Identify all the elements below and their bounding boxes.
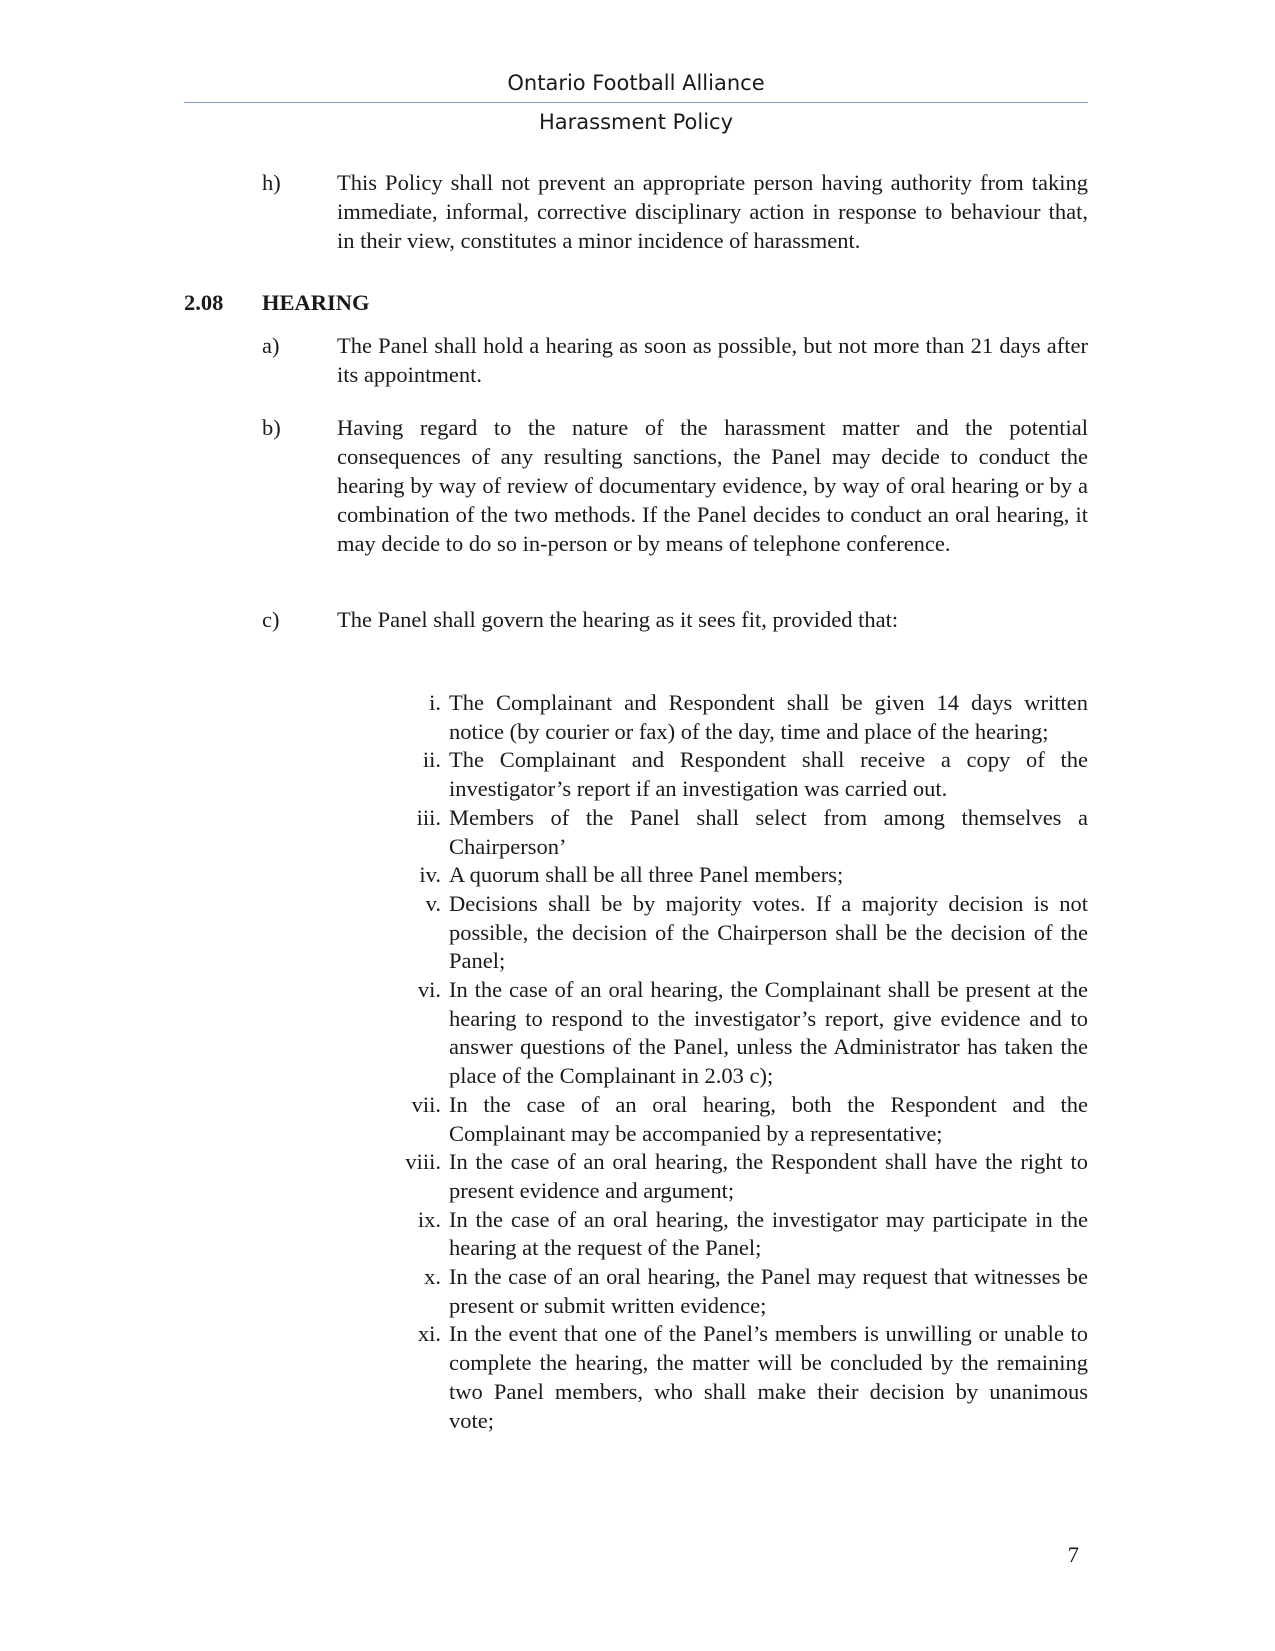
list-text: In the case of an oral hearing, the Complainant shall be present at the hearing to respond to the investigator’s report, give evidence and to answer questions of the Panel, unless the Administrator has taken the place of the Complainant in 2.03 c);	[449, 977, 1088, 1089]
list-item	[370, 1148, 1088, 1205]
list-item	[370, 861, 1088, 890]
list-item	[370, 1320, 1088, 1435]
list-text: In the case of an oral hearing, both the Respondent and the Complainant may be accompanied by a representative;	[449, 1091, 1088, 1146]
clause-b	[262, 413, 1088, 558]
header-document-title: Harassment Policy	[538, 110, 734, 134]
list-numeral: ii.	[422, 747, 441, 773]
clause-label: a)	[262, 333, 280, 358]
list-text: In the case of an oral hearing, the Respondent shall have the right to present evidence and argument;	[449, 1149, 1088, 1203]
list-numeral: vii.	[411, 1091, 441, 1117]
header-divider	[184, 102, 1088, 103]
list-numeral: viii.	[405, 1149, 441, 1175]
list-numeral: i.	[429, 690, 441, 715]
list-numeral: iii.	[416, 804, 441, 830]
clause-a	[262, 331, 1088, 389]
clause-text: This Policy shall not prevent an appropriate person having authority from taking immediate, informal, corrective disciplinary action in response to behaviour that, in their view, constitutes a minor incidence of harassment.	[337, 170, 1088, 253]
sub-item-list	[370, 689, 1088, 1435]
page-header	[184, 70, 1088, 135]
page-number: 7	[1067, 1542, 1079, 1567]
section-heading	[184, 288, 370, 317]
section-number: 2.08	[184, 290, 224, 315]
clause-text: The Panel shall hold a hearing as soon as possible, but not more than 21 days after its appointment.	[337, 333, 1088, 387]
list-text: Decisions shall be by majority votes. If a majority decision is not possible, the decision of the Chairperson shall be the decision of the Panel;	[449, 890, 1088, 974]
clause-h	[262, 168, 1088, 255]
list-numeral: xi.	[417, 1321, 441, 1347]
list-item	[370, 804, 1088, 861]
clause-text: The Panel shall govern the hearing as it sees fit, provided that:	[337, 607, 899, 632]
list-numeral: v.	[425, 890, 441, 916]
list-item	[370, 1206, 1088, 1263]
list-text: The Complainant and Respondent shall receive a copy of the investigator’s report if an investigation was carried out.	[449, 747, 1088, 802]
clause-label: h)	[262, 170, 281, 195]
header-organization: Ontario Football Alliance	[507, 71, 765, 95]
list-text: A quorum shall be all three Panel members;	[449, 862, 844, 888]
list-item	[370, 1091, 1088, 1148]
list-text: The Complainant and Respondent shall be given 14 days written notice (by courier or fax) of the day, time and place of the hearing;	[449, 690, 1088, 744]
list-numeral: ix.	[417, 1206, 441, 1232]
section-title: HEARING	[262, 290, 370, 315]
list-text: In the case of an oral hearing, the Panel may request that witnesses be present or submit written evidence;	[449, 1264, 1088, 1318]
list-text: In the case of an oral hearing, the investigator may participate in the hearing at the request of the Panel;	[449, 1206, 1088, 1261]
list-item	[370, 689, 1088, 746]
list-numeral: x.	[424, 1264, 441, 1290]
clause-label: b)	[262, 415, 281, 440]
list-text: In the event that one of the Panel’s members is unwilling or unable to complete the hearing, the matter will be concluded by the remaining two Panel members, who shall make their decision by unanimous vote;	[449, 1321, 1088, 1433]
list-item	[370, 746, 1088, 803]
clause-text: Having regard to the nature of the harassment matter and the potential consequences of any resulting sanctions, the Panel may decide to conduct the hearing by way of review of documentary evidence, by way of oral hearing or by a combination of the two methods. If the Panel decides to conduct an oral hearing, it may decide to do so in-person or by means of telephone conference.	[337, 415, 1088, 556]
list-item	[370, 890, 1088, 976]
list-text: Members of the Panel shall select from among themselves a Chairperson’	[449, 804, 1088, 859]
clause-c	[262, 605, 1088, 634]
clause-label: c)	[262, 607, 280, 632]
list-item	[370, 1263, 1088, 1320]
list-item	[370, 976, 1088, 1091]
list-numeral: vi.	[417, 977, 441, 1003]
list-numeral: iv.	[419, 862, 441, 888]
